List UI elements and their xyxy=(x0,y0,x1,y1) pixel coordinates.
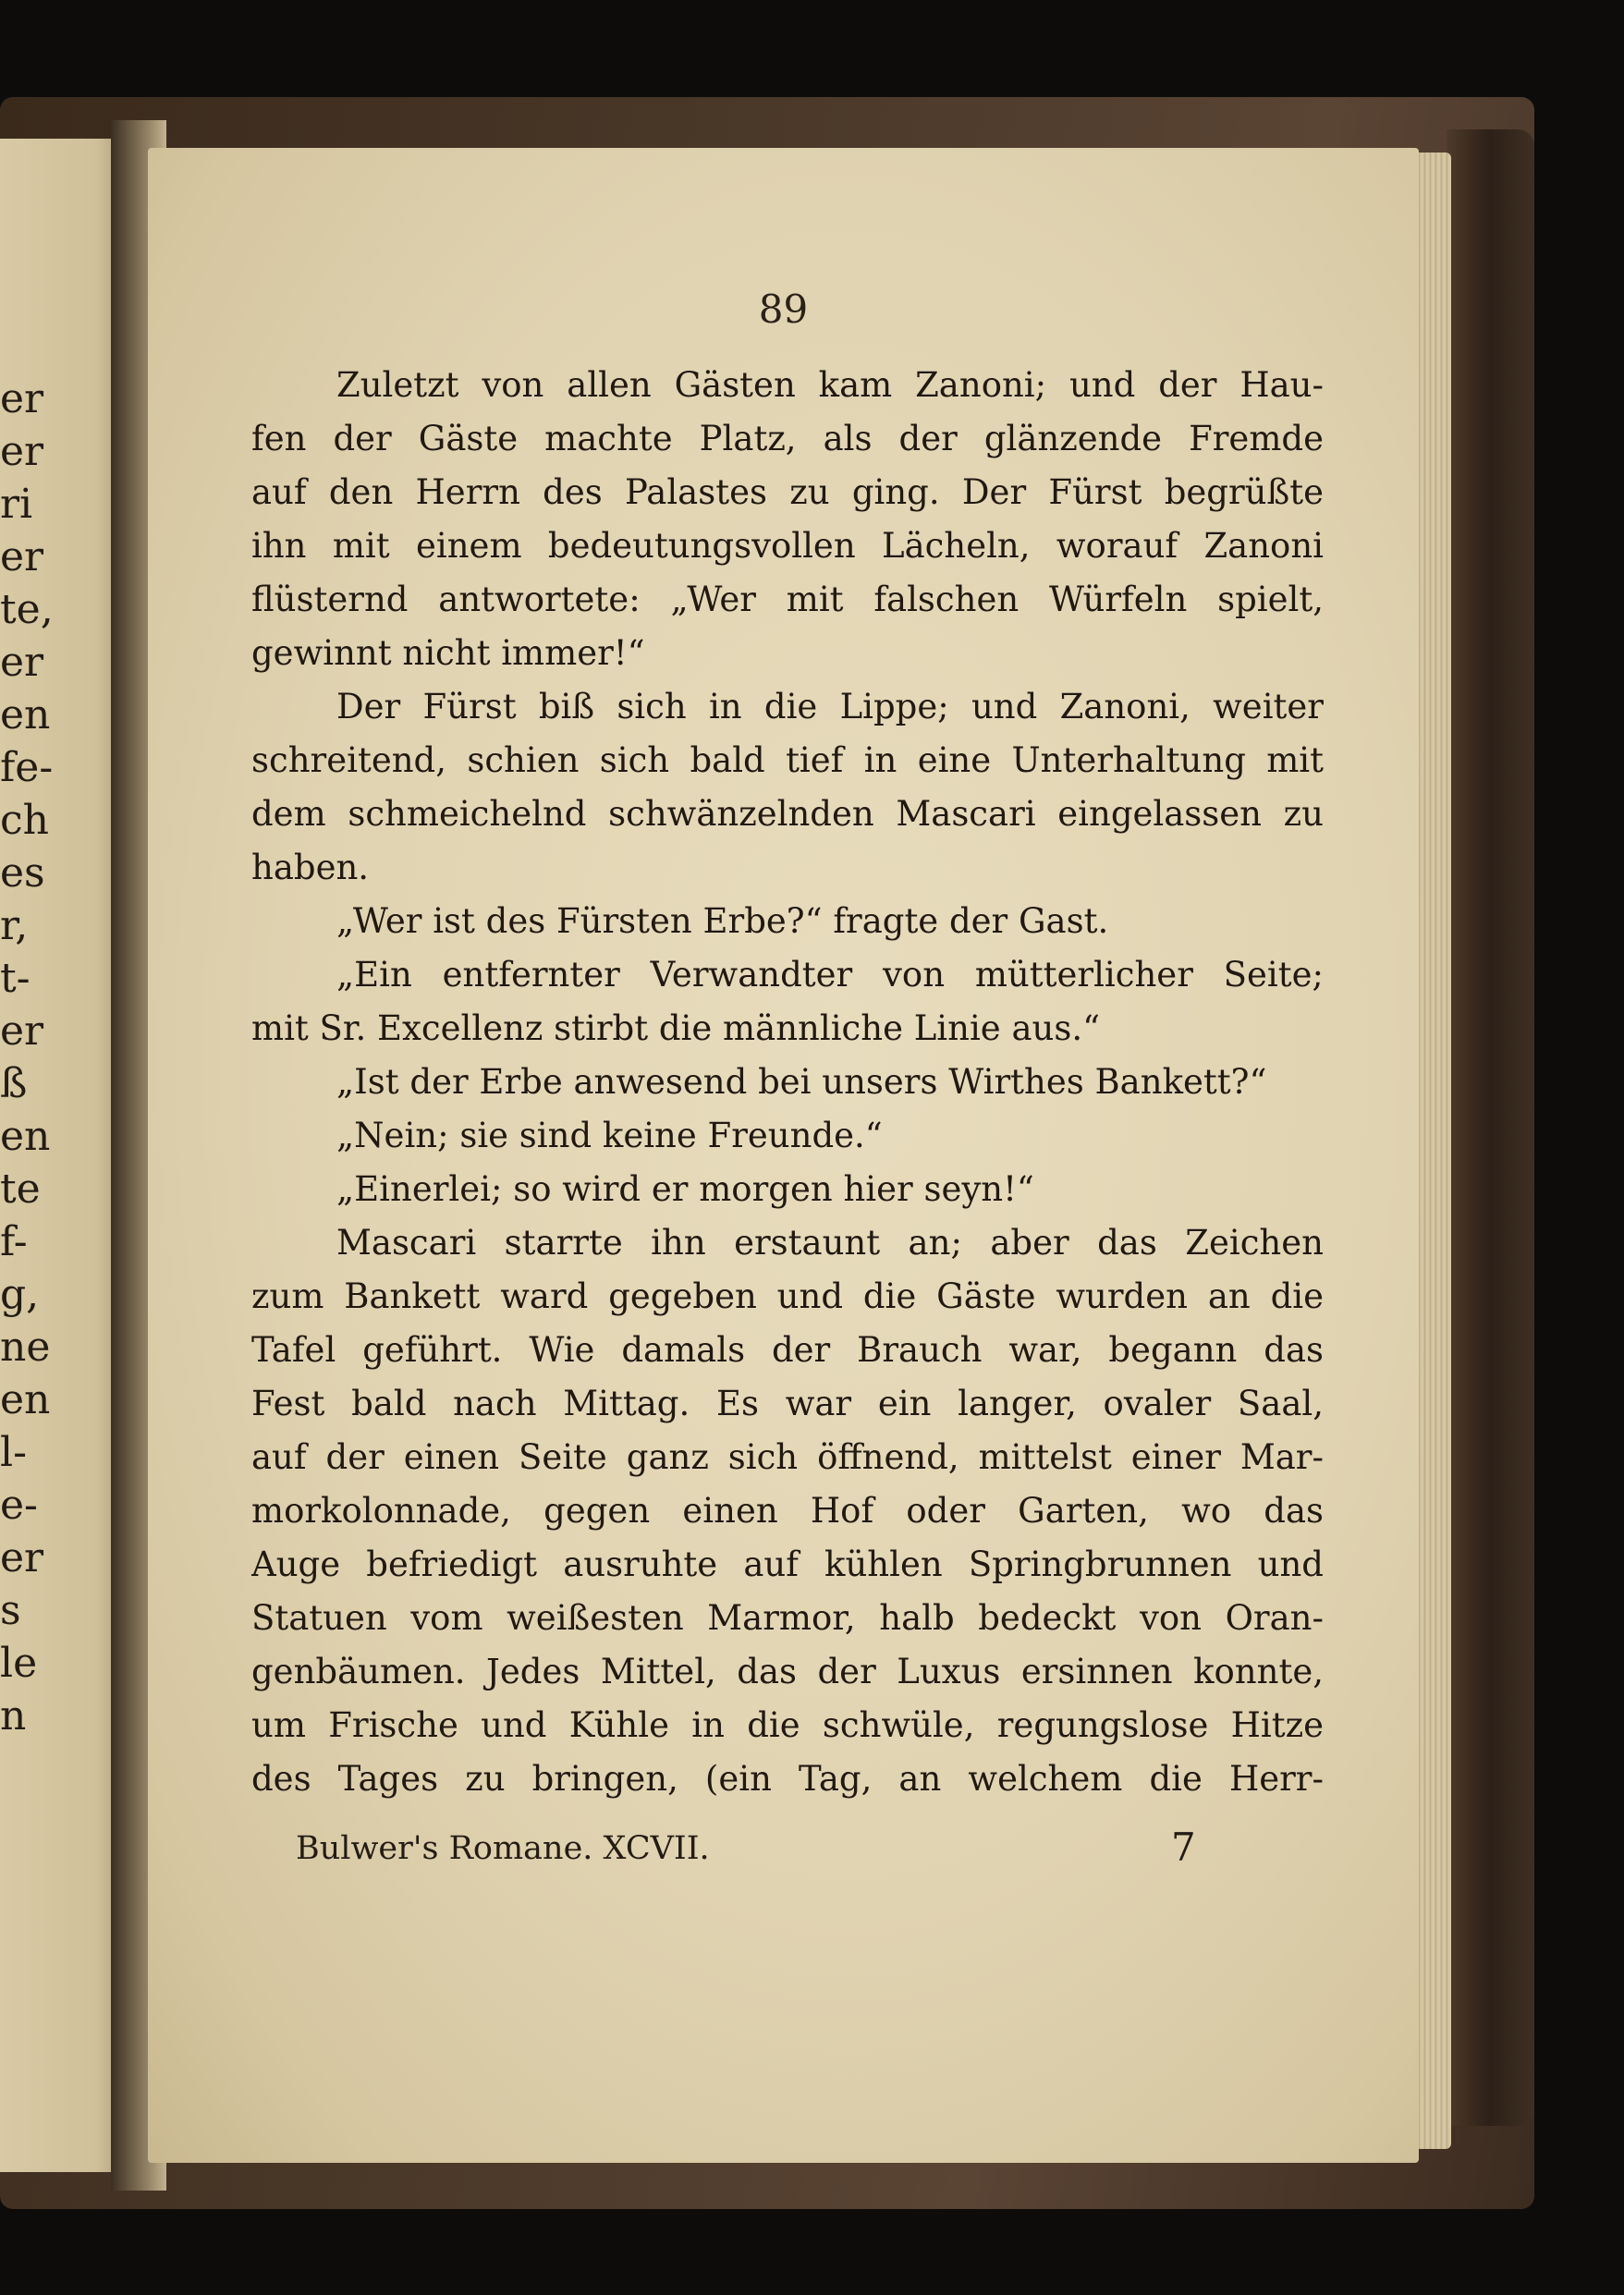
text-line: gewinnt nicht immer!“ xyxy=(251,633,645,673)
book-page xyxy=(148,148,1419,2163)
text-line: des Tages zu bringen, (ein Tag, an welchem die Herr- xyxy=(251,1759,1324,1799)
left-page-line-fragment: f- xyxy=(0,1218,28,1265)
signature-line: Bulwer's Romane. XCVII. xyxy=(296,1830,710,1867)
text-line: flüsternd antwortete: „Wer mit falschen Würfeln spielt, xyxy=(251,580,1324,619)
text-line: „Einerlei; so wird er morgen hier seyn!“ xyxy=(336,1169,1034,1209)
left-page-line-fragment: ch xyxy=(0,797,49,844)
text-line: zum Bankett ward gegeben und die Gäste wurden an die xyxy=(251,1276,1324,1316)
left-page-line-fragment: er xyxy=(0,1007,44,1055)
text-line: genbäumen. Jedes Mittel, das der Luxus ersinnen konnte, xyxy=(251,1652,1324,1691)
text-line: ihn mit einem bedeutungsvollen Lächeln, worauf Zanoni xyxy=(251,526,1324,566)
text-line: „Nein; sie sind keine Freunde.“ xyxy=(336,1116,883,1155)
left-page-line-fragment: ri xyxy=(0,481,33,528)
left-page-line-fragment: fe- xyxy=(0,744,54,791)
text-line: morkolonnade, gegen einen Hof oder Garten, wo das xyxy=(251,1491,1324,1531)
text-line: Statuen vom weißesten Marmor, halb bedeckt von Oran- xyxy=(251,1598,1324,1638)
page-text xyxy=(251,359,1324,1806)
text-line: auf den Herrn des Palastes zu ging. Der Fürst begrüßte xyxy=(251,472,1324,512)
left-page-line-fragment: er xyxy=(0,1534,44,1581)
cover-edge xyxy=(1447,129,1534,2126)
left-page-line-fragment: er xyxy=(0,428,44,475)
left-page-line-fragment: r, xyxy=(0,902,29,949)
left-page-line-fragment: le xyxy=(0,1640,38,1687)
left-page-line-fragment: en xyxy=(0,1113,51,1160)
text-line: „Wer ist des Fürsten Erbe?“ fragte der Gast. xyxy=(336,901,1109,941)
text-line: fen der Gäste machte Platz, als der glänzende Fremde xyxy=(251,419,1324,458)
text-line: haben. xyxy=(251,848,370,887)
text-line: mit Sr. Excellenz stirbt die männliche Linie aus.“ xyxy=(251,1008,1101,1048)
text-line: schreitend, schien sich bald tief in eine Unterhaltung mit xyxy=(251,740,1324,780)
text-line: auf der einen Seite ganz sich öffnend, mittelst einer Mar- xyxy=(251,1437,1324,1477)
left-page-line-fragment: er xyxy=(0,375,44,422)
text-line: „Ist der Erbe anwesend bei unsers Wirthes Bankett?“ xyxy=(336,1062,1267,1102)
page-number: 89 xyxy=(758,287,809,332)
left-page-line-fragment: l- xyxy=(0,1429,27,1476)
left-page-line-fragment: te xyxy=(0,1166,41,1213)
left-page-line-fragment: es xyxy=(0,849,45,897)
sheet-number: 7 xyxy=(1171,1825,1196,1870)
text-line: „Ein entfernter Verwandter von mütterlicher Seite; xyxy=(336,955,1324,995)
text-line: Zuletzt von allen Gästen kam Zanoni; und der Hau- xyxy=(336,365,1324,405)
left-page-line-fragment: er xyxy=(0,533,44,580)
text-line: Auge befriedigt ausruhte auf kühlen Springbrunnen und xyxy=(251,1544,1324,1584)
left-page-line-fragment: ß xyxy=(0,1060,28,1107)
left-page-line-fragment: en xyxy=(0,691,51,739)
left-page-line-fragment: en xyxy=(0,1376,51,1423)
text-line: dem schmeichelnd schwänzelnden Mascari eingelassen zu xyxy=(251,794,1324,834)
text-line: um Frische und Kühle in die schwüle, regungslose Hitze xyxy=(251,1705,1324,1745)
left-page-line-fragment: g, xyxy=(0,1271,40,1318)
text-line: Der Fürst biß sich in die Lippe; und Zanoni, weiter xyxy=(336,687,1324,726)
left-page-line-fragment: n xyxy=(0,1692,27,1740)
left-page-line-fragment: t- xyxy=(0,955,31,1002)
left-page-line-fragment: ne xyxy=(0,1324,51,1371)
left-page-line-fragment: er xyxy=(0,639,44,686)
left-page-line-fragment: s xyxy=(0,1587,21,1634)
text-line: Mascari starrte ihn erstaunt an; aber das Zeichen xyxy=(336,1223,1324,1263)
left-page-line-fragment: e- xyxy=(0,1482,38,1529)
text-line: Tafel geführt. Wie damals der Brauch war, begann das xyxy=(251,1330,1324,1370)
text-line: Fest bald nach Mittag. Es war ein langer, ovaler Saal, xyxy=(251,1384,1324,1423)
left-page-line-fragment: te, xyxy=(0,586,54,633)
